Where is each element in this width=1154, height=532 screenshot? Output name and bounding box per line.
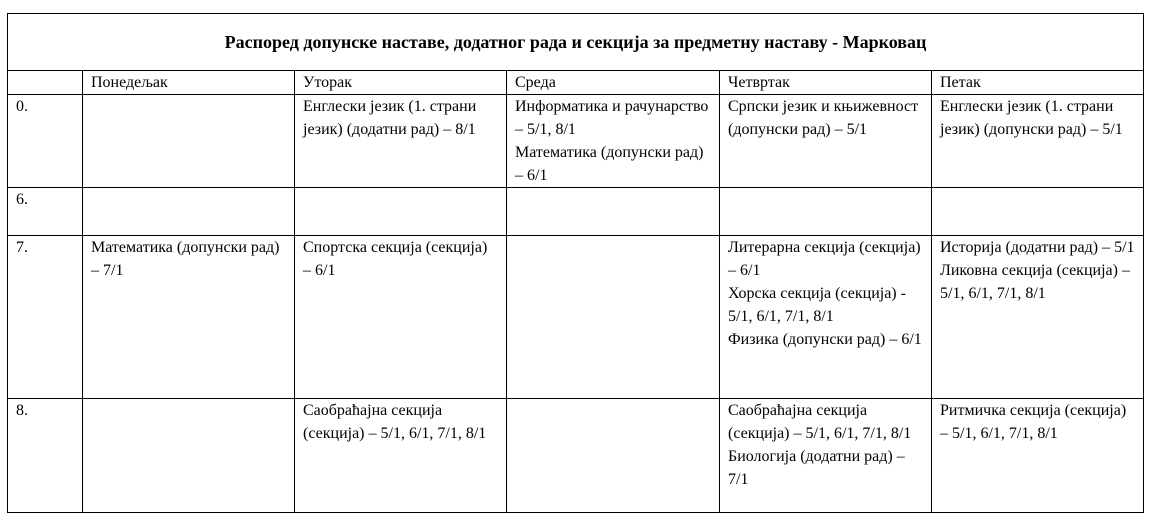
schedule-title: Распоред допунске наставе, додатног рада и секција за предметну наставу - Марковац [8, 14, 1144, 71]
period-cell: 8. [8, 399, 83, 513]
schedule-cell-friday [932, 188, 1144, 236]
header-tuesday: Уторак [295, 71, 507, 95]
period-cell: 7. [8, 236, 83, 399]
header-monday: Понедељак [83, 71, 295, 95]
schedule-entry: Српски језик и књижевност (допунски рад) – 5/1 [728, 98, 919, 138]
schedule-entry: Спортска секција (секција) – 6/1 [303, 239, 488, 279]
header-thursday: Четвртак [720, 71, 932, 95]
schedule-cell-tuesday [295, 399, 507, 513]
schedule-cell-wednesday [507, 399, 720, 513]
schedule-cell-thursday [720, 236, 932, 399]
schedule-cell-wednesday [507, 188, 720, 236]
schedule-table [7, 13, 1144, 513]
schedule-entry: Математика (допунски рад) – 7/1 [91, 239, 280, 279]
schedule-entry: Физика (допунски рад) – 6/1 [728, 331, 922, 348]
header-wednesday: Среда [507, 71, 720, 95]
schedule-cell-wednesday [507, 236, 720, 399]
schedule-entry: Математика (допунски рад) – 6/1 [515, 144, 704, 184]
schedule-cell-tuesday [295, 188, 507, 236]
schedule-cell-friday [932, 95, 1144, 188]
schedule-cell-friday [932, 399, 1144, 513]
schedule-cell-thursday [720, 399, 932, 513]
schedule-cell-monday [83, 95, 295, 188]
schedule-entry: Енглески језик (1. страни језик) (додатни рад) – 8/1 [303, 98, 477, 138]
schedule-cell-wednesday [507, 95, 720, 188]
schedule-entry: Ликовна секција (секција) – 5/1, 6/1, 7/1, 8/1 [940, 262, 1130, 302]
schedule-cell-monday [83, 399, 295, 513]
schedule-cell-monday [83, 236, 295, 399]
schedule-cell-thursday [720, 95, 932, 188]
schedule-entry: Информатика и рачунарство – 5/1, 8/1 [515, 98, 709, 138]
schedule-entry: Енглески језик (1. страни језик) (допунски рад) – 5/1 [940, 98, 1123, 138]
table-row [8, 188, 1144, 236]
table-row [8, 95, 1144, 188]
schedule-cell-friday [932, 236, 1144, 399]
schedule-entry: Литерарна секција (секција) – 6/1 [728, 239, 921, 279]
schedule-entry: Биологија (додатни рад) – 7/1 [728, 448, 905, 488]
table-row [8, 399, 1144, 513]
schedule-entry: Саобраћајна секција (секција) – 5/1, 6/1, 7/1, 8/1 [728, 402, 912, 442]
schedule-cell-tuesday [295, 95, 507, 188]
schedule-entry: Саобраћајна секција (секција) – 5/1, 6/1, 7/1, 8/1 [303, 402, 487, 442]
schedule-entry: Хорска секција (секција) - 5/1, 6/1, 7/1, 8/1 [728, 285, 906, 325]
header-period [8, 71, 83, 95]
table-row [8, 236, 1144, 399]
schedule-cell-monday [83, 188, 295, 236]
header-friday: Петак [932, 71, 1144, 95]
schedule-cell-thursday [720, 188, 932, 236]
schedule-entry: Историја (додатни рад) – 5/1 [940, 239, 1135, 256]
period-cell: 6. [8, 188, 83, 236]
schedule-entry: Ритмичка секција (секција) – 5/1, 6/1, 7/1, 8/1 [940, 402, 1127, 442]
period-cell: 0. [8, 95, 83, 188]
schedule-cell-tuesday [295, 236, 507, 399]
